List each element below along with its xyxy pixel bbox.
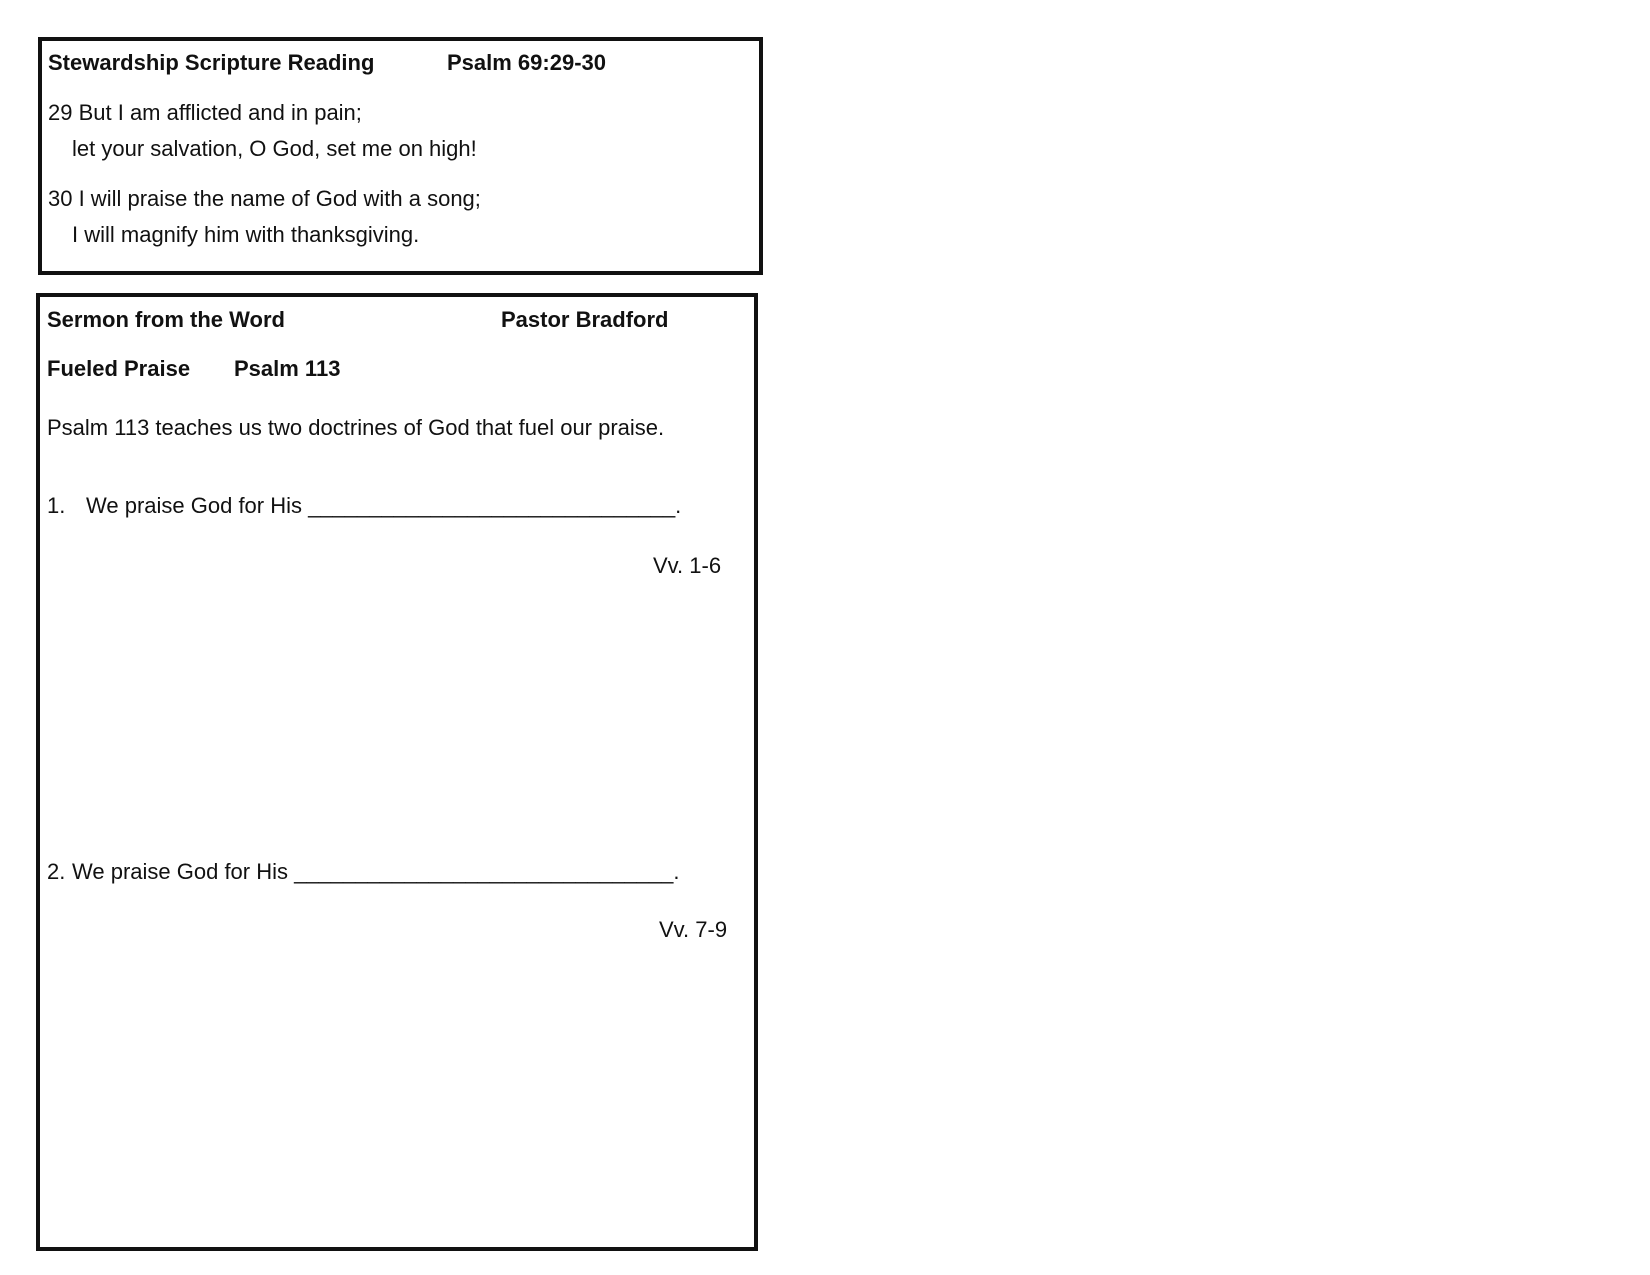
reading-title: Stewardship Scripture Reading — [48, 50, 375, 75]
verse-30-line-2: I will magnify him with thanksgiving. — [72, 222, 420, 247]
sermon-title: Fueled Praise — [47, 356, 191, 381]
point-2-number: 2. — [47, 859, 66, 884]
sermon-passage: Psalm 113 — [234, 356, 341, 381]
point-1-number: 1. — [47, 493, 66, 518]
point-1-verses: Vv. 1-6 — [653, 553, 722, 578]
pastor-name: Pastor Bradford — [501, 307, 669, 332]
point-2-text: We praise God for His _______________________________. — [72, 859, 680, 884]
verse-29-line-2: let your salvation, O God, set me on high! — [72, 136, 477, 161]
verse-30-line-1: 30 I will praise the name of God with a song; — [48, 186, 481, 211]
point-2-verses: Vv. 7-9 — [659, 917, 728, 942]
point-1-text: We praise God for His ______________________________. — [86, 493, 682, 518]
sermon-intro: Psalm 113 teaches us two doctrines of God that fuel our praise. — [47, 415, 665, 440]
reading-reference: Psalm 69:29-30 — [447, 50, 606, 75]
sermon-heading: Sermon from the Word — [47, 307, 285, 332]
verse-29-line-1: 29 But I am afflicted and in pain; — [48, 100, 362, 125]
